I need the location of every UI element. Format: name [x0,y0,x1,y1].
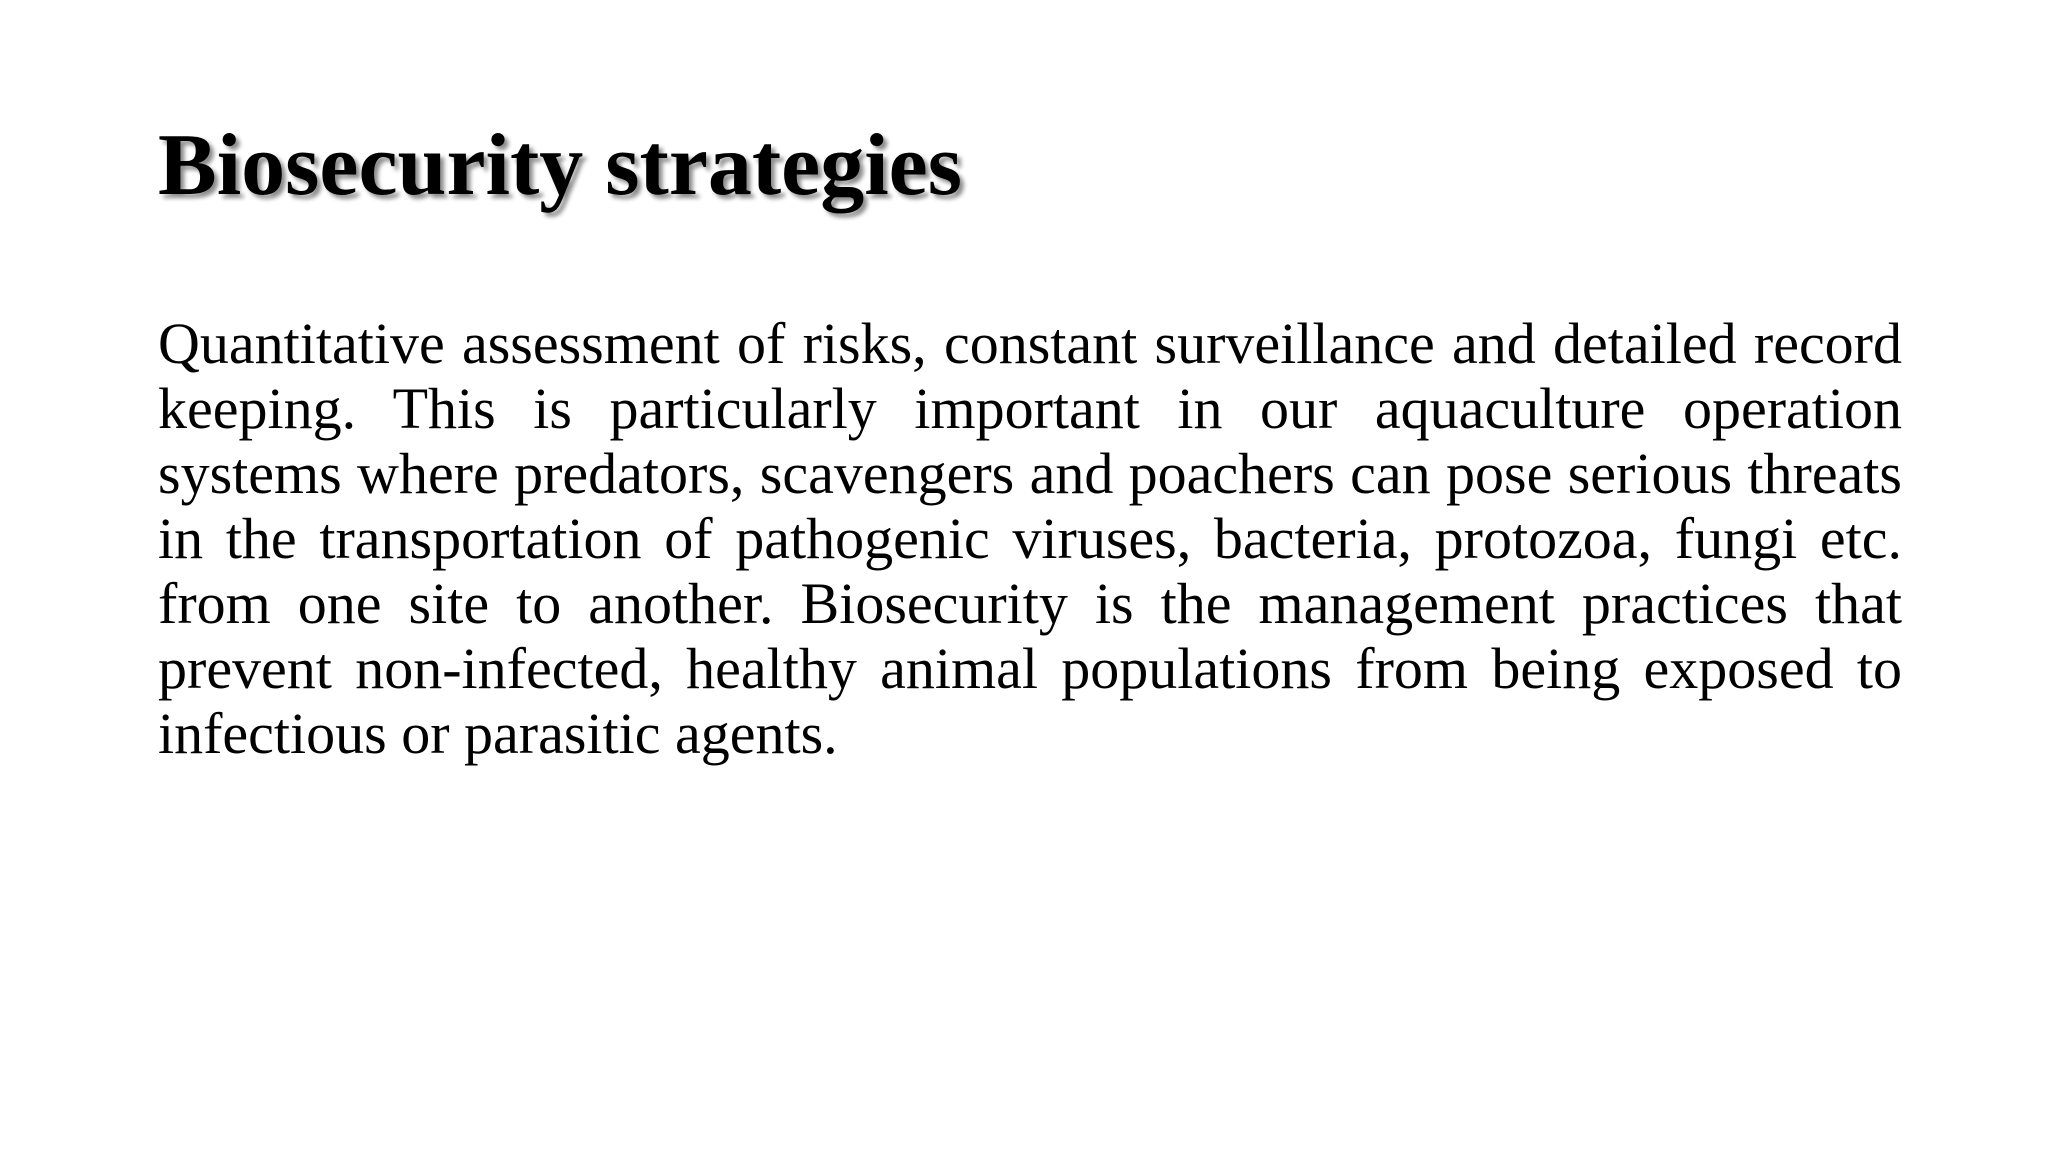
slide-body-text: Quantitative assessment of risks, constant surveillance and detailed record keeping. This is particularly important in our aquaculture operation systems where predators, scavengers and poachers can pose serious threats in the transportation of pathogenic viruses, bacteria, protozoa, fungi etc. from one site to another. Biosecurity is the management practices that prevent non-infected, healthy animal populations from being exposed to infectious or parasitic agents. [158,311,1902,766]
slide-title: Biosecurity strategies [158,117,962,214]
